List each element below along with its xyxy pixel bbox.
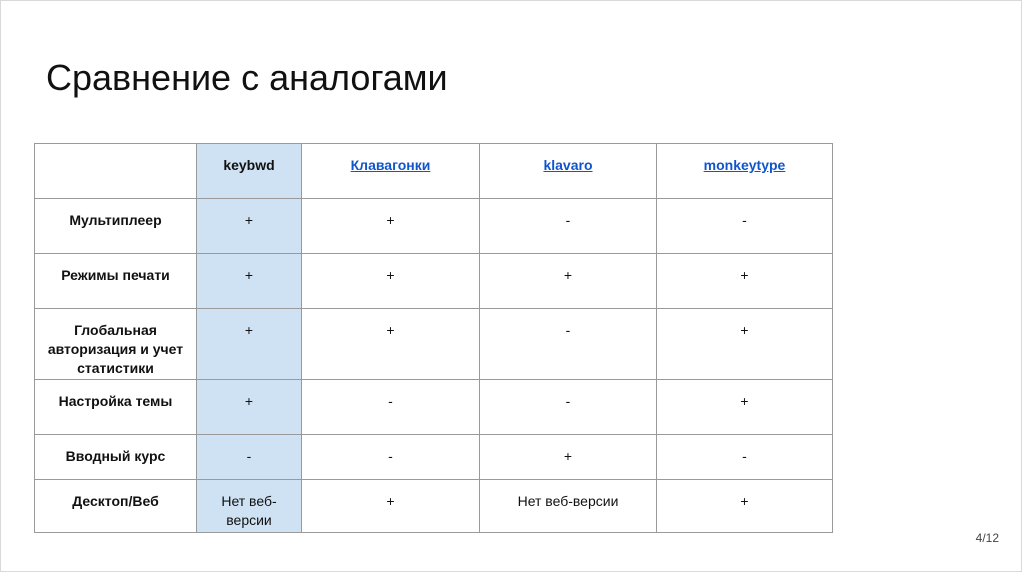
table-row	[35, 199, 833, 254]
table-row	[35, 309, 833, 380]
table-row	[35, 435, 833, 480]
table-cell: -	[480, 309, 657, 380]
table-cell: +	[302, 254, 480, 309]
column-header-monkeytype	[657, 144, 833, 199]
table-cell: -	[480, 380, 657, 435]
table-cell: Нет веб-версии	[197, 480, 302, 533]
column-header-klavaro	[480, 144, 657, 199]
table-cell: -	[657, 199, 833, 254]
table-cell: +	[657, 309, 833, 380]
klavaro-link[interactable]: klavaro	[543, 157, 593, 173]
table-cell: -	[197, 435, 302, 480]
row-label: Мультиплеер	[35, 199, 197, 254]
table-cell: +	[657, 254, 833, 309]
table-cell: +	[302, 480, 480, 533]
table-cell: -	[302, 380, 480, 435]
table-cell: -	[302, 435, 480, 480]
table-header-row	[35, 144, 833, 199]
row-label: Режимы печати	[35, 254, 197, 309]
table-cell: +	[302, 199, 480, 254]
row-label: Десктоп/Веб	[35, 480, 197, 533]
table-row	[35, 254, 833, 309]
page-number: 4/12	[975, 531, 999, 545]
table-cell: +	[480, 254, 657, 309]
table-cell: -	[657, 435, 833, 480]
table-row	[35, 480, 833, 533]
row-label: Вводный курс	[35, 435, 197, 480]
monkeytype-link[interactable]: monkeytype	[703, 157, 786, 173]
slide-title: Сравнение с аналогами	[46, 57, 448, 98]
table-row	[35, 380, 833, 435]
table-cell: Нет веб-версии	[480, 480, 657, 533]
table-cell: +	[197, 199, 302, 254]
table-cell: +	[657, 480, 833, 533]
comparison-table	[34, 143, 833, 533]
table-corner-cell	[35, 144, 197, 199]
table-cell: +	[657, 380, 833, 435]
table-cell: +	[302, 309, 480, 380]
klavagonki-link[interactable]: Клавагонки	[350, 157, 431, 173]
table-cell: +	[480, 435, 657, 480]
table-cell: +	[197, 309, 302, 380]
column-header-label: keybwd	[223, 157, 275, 173]
table-cell: +	[197, 254, 302, 309]
row-label: Глобальная авторизация и учет статистики	[35, 309, 197, 380]
column-header-klavagonki	[302, 144, 480, 199]
column-header-keybwd	[197, 144, 302, 199]
table-cell: -	[480, 199, 657, 254]
table-cell: +	[197, 380, 302, 435]
row-label: Настройка темы	[35, 380, 197, 435]
